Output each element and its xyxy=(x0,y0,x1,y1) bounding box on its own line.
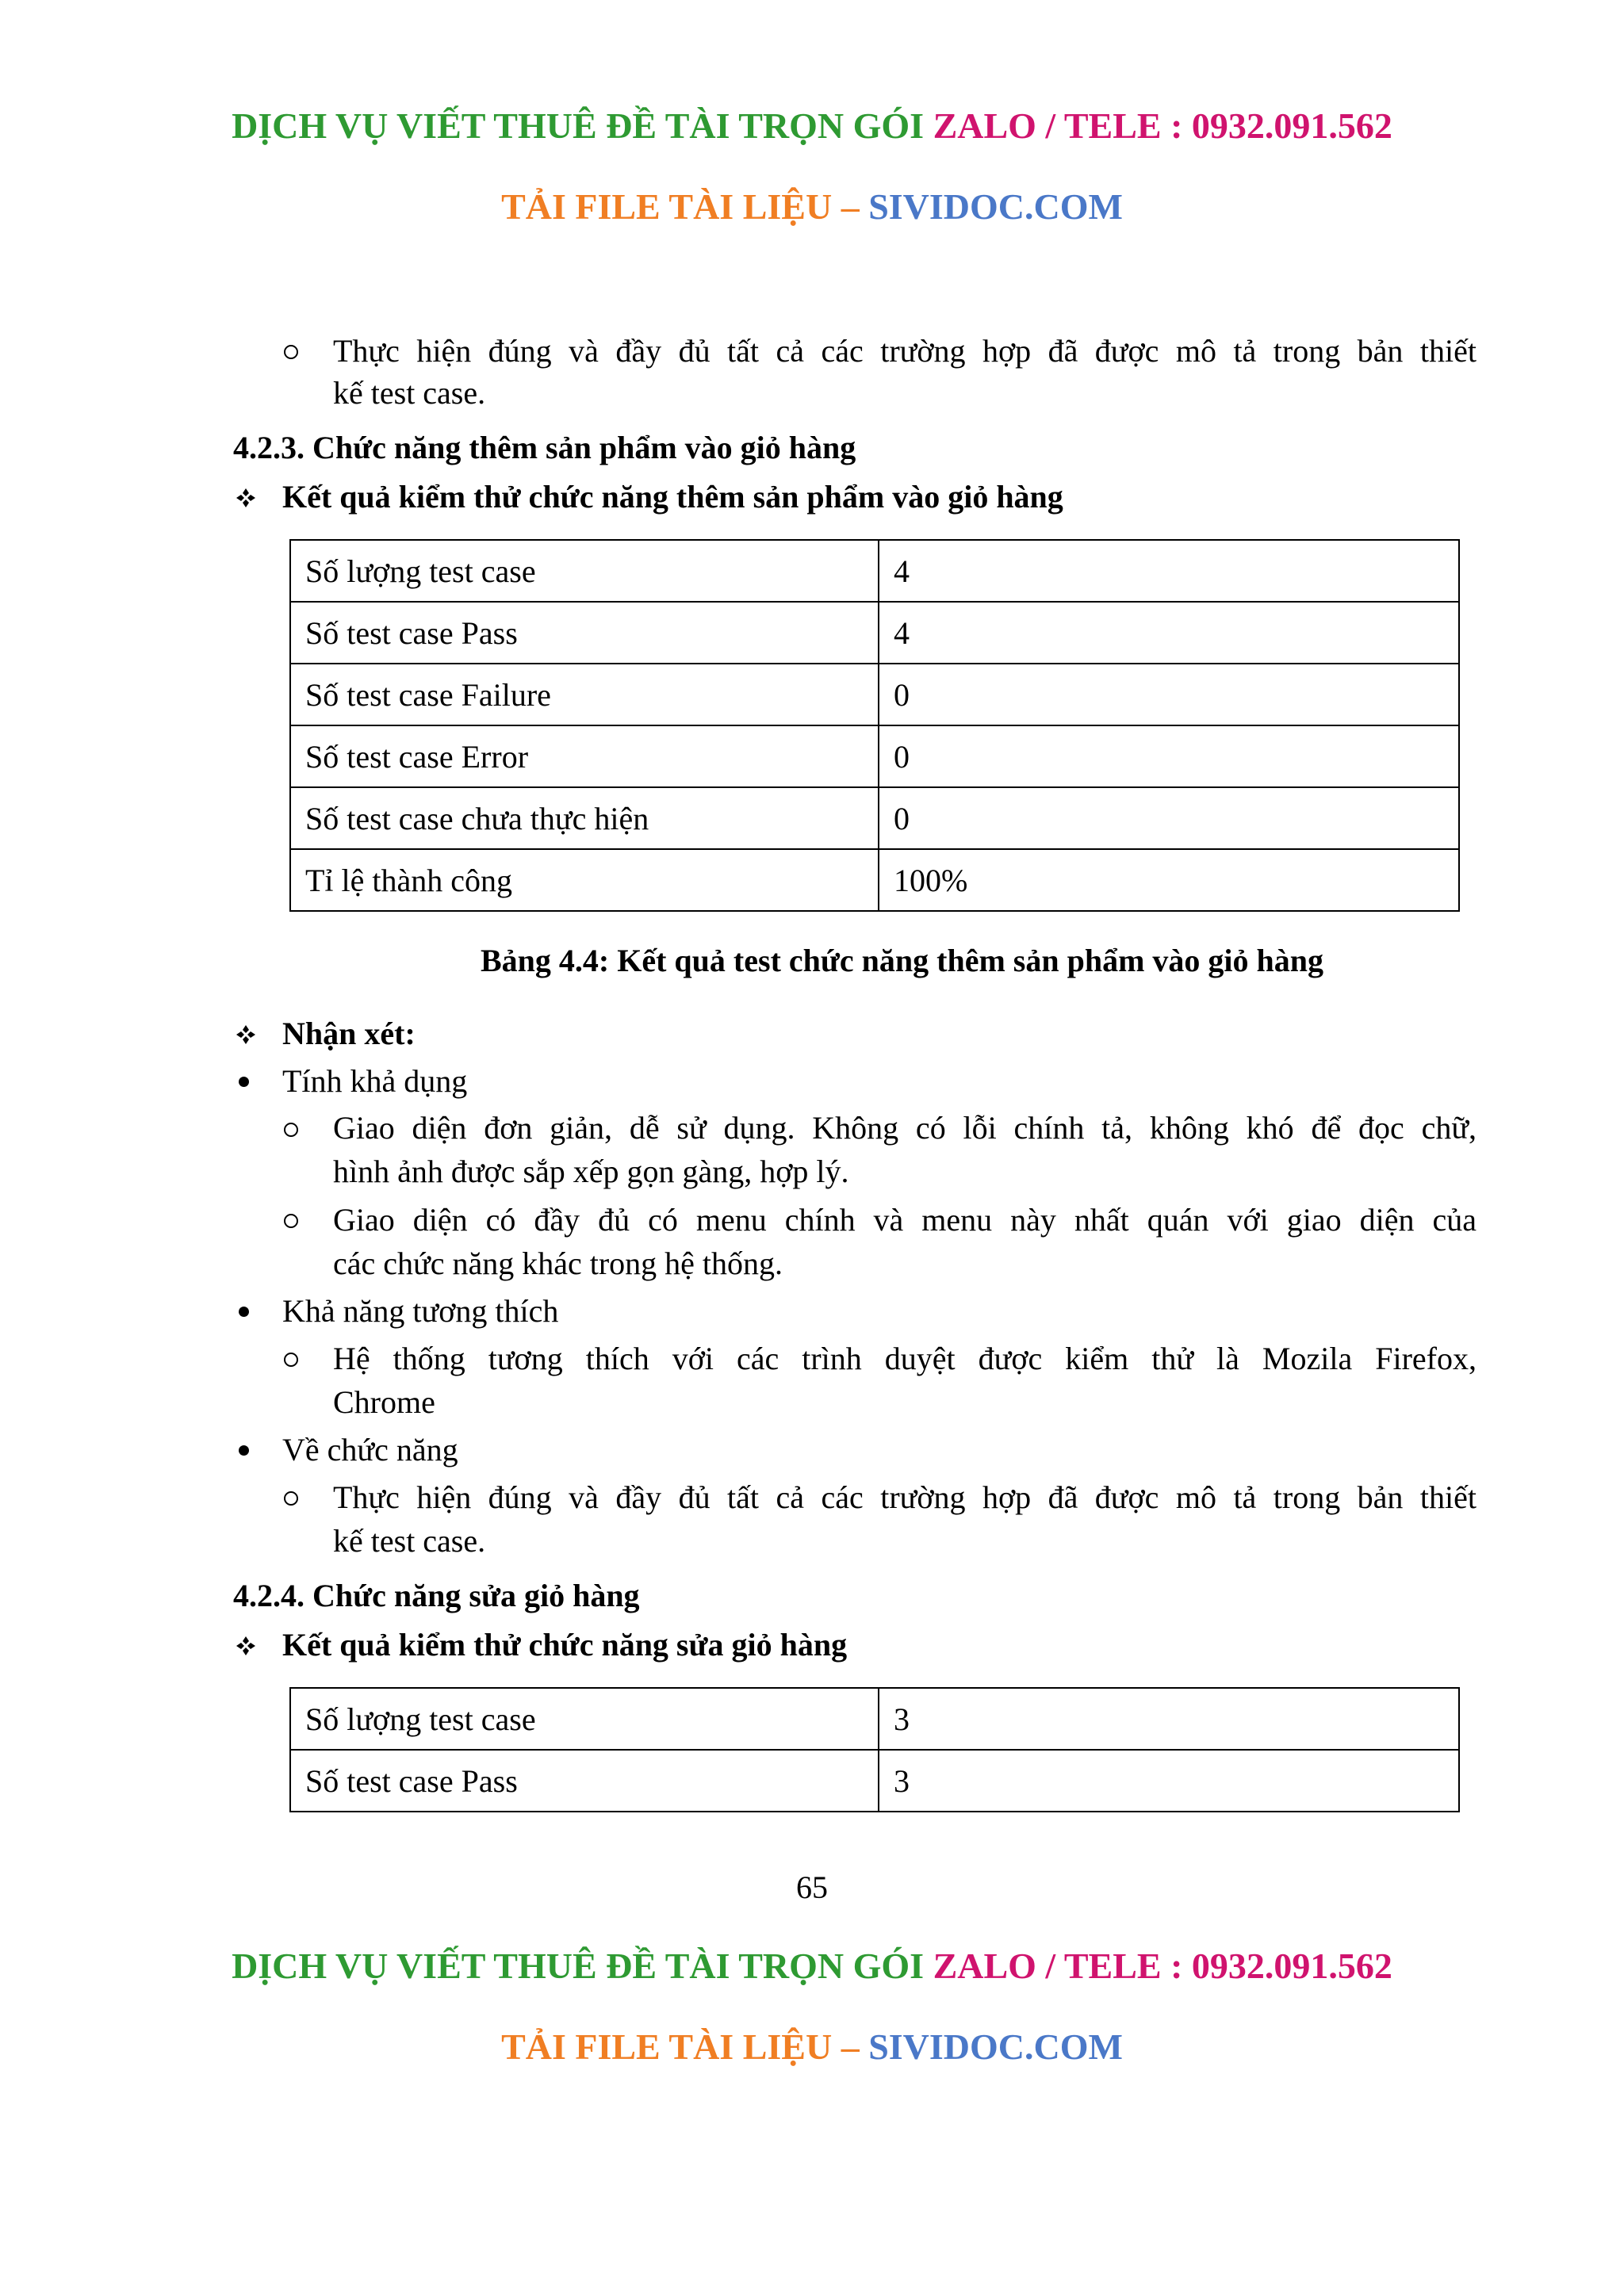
table-cell-value: 4 xyxy=(879,602,1459,664)
footer-download-line xyxy=(0,2026,1624,2068)
footer-service-line xyxy=(0,1945,1624,1987)
function-label: Về chức năng xyxy=(282,1432,458,1468)
table-cell-value: 3 xyxy=(879,1750,1459,1812)
compatibility-label: Khả năng tương thích xyxy=(282,1293,559,1329)
table-cell-value: 4 xyxy=(879,540,1459,602)
table-row xyxy=(290,602,1459,664)
header-dash: – xyxy=(841,186,860,227)
diamond-bullet-icon xyxy=(235,1024,257,1046)
circle-bullet-icon xyxy=(284,1123,298,1137)
table-cell-label: Số test case Error xyxy=(290,725,879,787)
table-cell-label: Số test case Pass xyxy=(290,1750,879,1812)
usability-item1-line1: Giao diện đơn giản, dễ sử dụng. Không có lỗi chính tả, không khó để đọc chữ, xyxy=(333,1110,1477,1146)
table-row xyxy=(290,725,1459,787)
table-cell-value: 0 xyxy=(879,787,1459,849)
circle-bullet-icon xyxy=(284,1214,298,1228)
usability-item2-line2: các chức năng khác trong hệ thống. xyxy=(333,1246,783,1281)
compatibility-item1-line1: Hệ thống tương thích với các trình duyệt được kiểm thử là Mozila Firefox, xyxy=(333,1341,1477,1376)
header-contact-text: ZALO / TELE : 0932.091.562 xyxy=(933,105,1392,146)
results-table-424 xyxy=(289,1687,1460,1812)
subheading-424: Kết quả kiểm thử chức năng sửa giỏ hàng xyxy=(282,1627,848,1663)
top-item-line2: kế test case. xyxy=(333,375,486,411)
diamond-bullet-icon xyxy=(235,487,257,509)
circle-bullet-icon xyxy=(284,1491,298,1506)
header-site-link[interactable]: SIVIDOC.COM xyxy=(868,186,1123,227)
table-cell-label: Số test case chưa thực hiện xyxy=(290,787,879,849)
footer-contact-text: ZALO / TELE : 0932.091.562 xyxy=(933,1946,1392,1986)
table-cell-label: Số test case Failure xyxy=(290,664,879,725)
header-service-line xyxy=(0,105,1624,147)
table-cell-label: Tỉ lệ thành công xyxy=(290,849,879,911)
remarks-heading: Nhận xét: xyxy=(282,1016,416,1051)
header-service-text: DỊCH VỤ VIẾT THUÊ ĐỀ TÀI TRỌN GÓI xyxy=(232,105,925,146)
section-heading-423: 4.2.3. Chức năng thêm sản phẩm vào giỏ hàng xyxy=(233,430,856,465)
header-download-line xyxy=(0,186,1624,228)
circle-bullet-icon xyxy=(284,345,298,359)
section-heading-424: 4.2.4. Chức năng sửa giỏ hàng xyxy=(233,1578,640,1613)
table-cell-value: 100% xyxy=(879,849,1459,911)
table-row xyxy=(290,849,1459,911)
usability-item1-line2: hình ảnh được sắp xếp gọn gàng, hợp lý. xyxy=(333,1154,849,1189)
table-cell-value: 3 xyxy=(879,1688,1459,1750)
table-cell-value: 0 xyxy=(879,664,1459,725)
page-number: 65 xyxy=(796,1869,828,1905)
circle-bullet-icon xyxy=(284,1353,298,1367)
top-item-line1: Thực hiện đúng và đầy đủ tất cả các trường hợp đã được mô tả trong bản thiết xyxy=(333,333,1477,369)
usability-item2-line1: Giao diện có đầy đủ có menu chính và menu này nhất quán với giao diện của xyxy=(333,1202,1477,1238)
footer-site-link[interactable]: SIVIDOC.COM xyxy=(868,2026,1123,2067)
footer-download-text: TẢI FILE TÀI LIỆU xyxy=(501,2026,833,2067)
table-cell-label: Số lượng test case xyxy=(290,540,879,602)
table-cell-label: Số test case Pass xyxy=(290,602,879,664)
table-row xyxy=(290,787,1459,849)
table-caption-423: Bảng 4.4: Kết quả test chức năng thêm sản phẩm vào giỏ hàng xyxy=(481,943,1324,978)
footer-dash: – xyxy=(841,2026,860,2067)
table-row xyxy=(290,540,1459,602)
results-table-423 xyxy=(289,539,1460,912)
bullet-dot-icon xyxy=(239,1307,249,1317)
bullet-dot-icon xyxy=(239,1445,249,1456)
diamond-bullet-icon xyxy=(235,1635,257,1657)
table-cell-label: Số lượng test case xyxy=(290,1688,879,1750)
usability-label: Tính khả dụng xyxy=(282,1063,468,1099)
table-cell-value: 0 xyxy=(879,725,1459,787)
function-item1-line2: kế test case. xyxy=(333,1523,486,1559)
compatibility-item1-line2: Chrome xyxy=(333,1384,435,1420)
table-row xyxy=(290,1688,1459,1750)
footer-service-text: DỊCH VỤ VIẾT THUÊ ĐỀ TÀI TRỌN GÓI xyxy=(232,1946,925,1986)
table-row xyxy=(290,664,1459,725)
header-download-text: TẢI FILE TÀI LIỆU xyxy=(501,186,833,227)
function-item1-line1: Thực hiện đúng và đầy đủ tất cả các trường hợp đã được mô tả trong bản thiết xyxy=(333,1479,1477,1515)
bullet-dot-icon xyxy=(239,1077,249,1087)
subheading-423: Kết quả kiểm thử chức năng thêm sản phẩm vào giỏ hàng xyxy=(282,479,1063,515)
table-row xyxy=(290,1750,1459,1812)
